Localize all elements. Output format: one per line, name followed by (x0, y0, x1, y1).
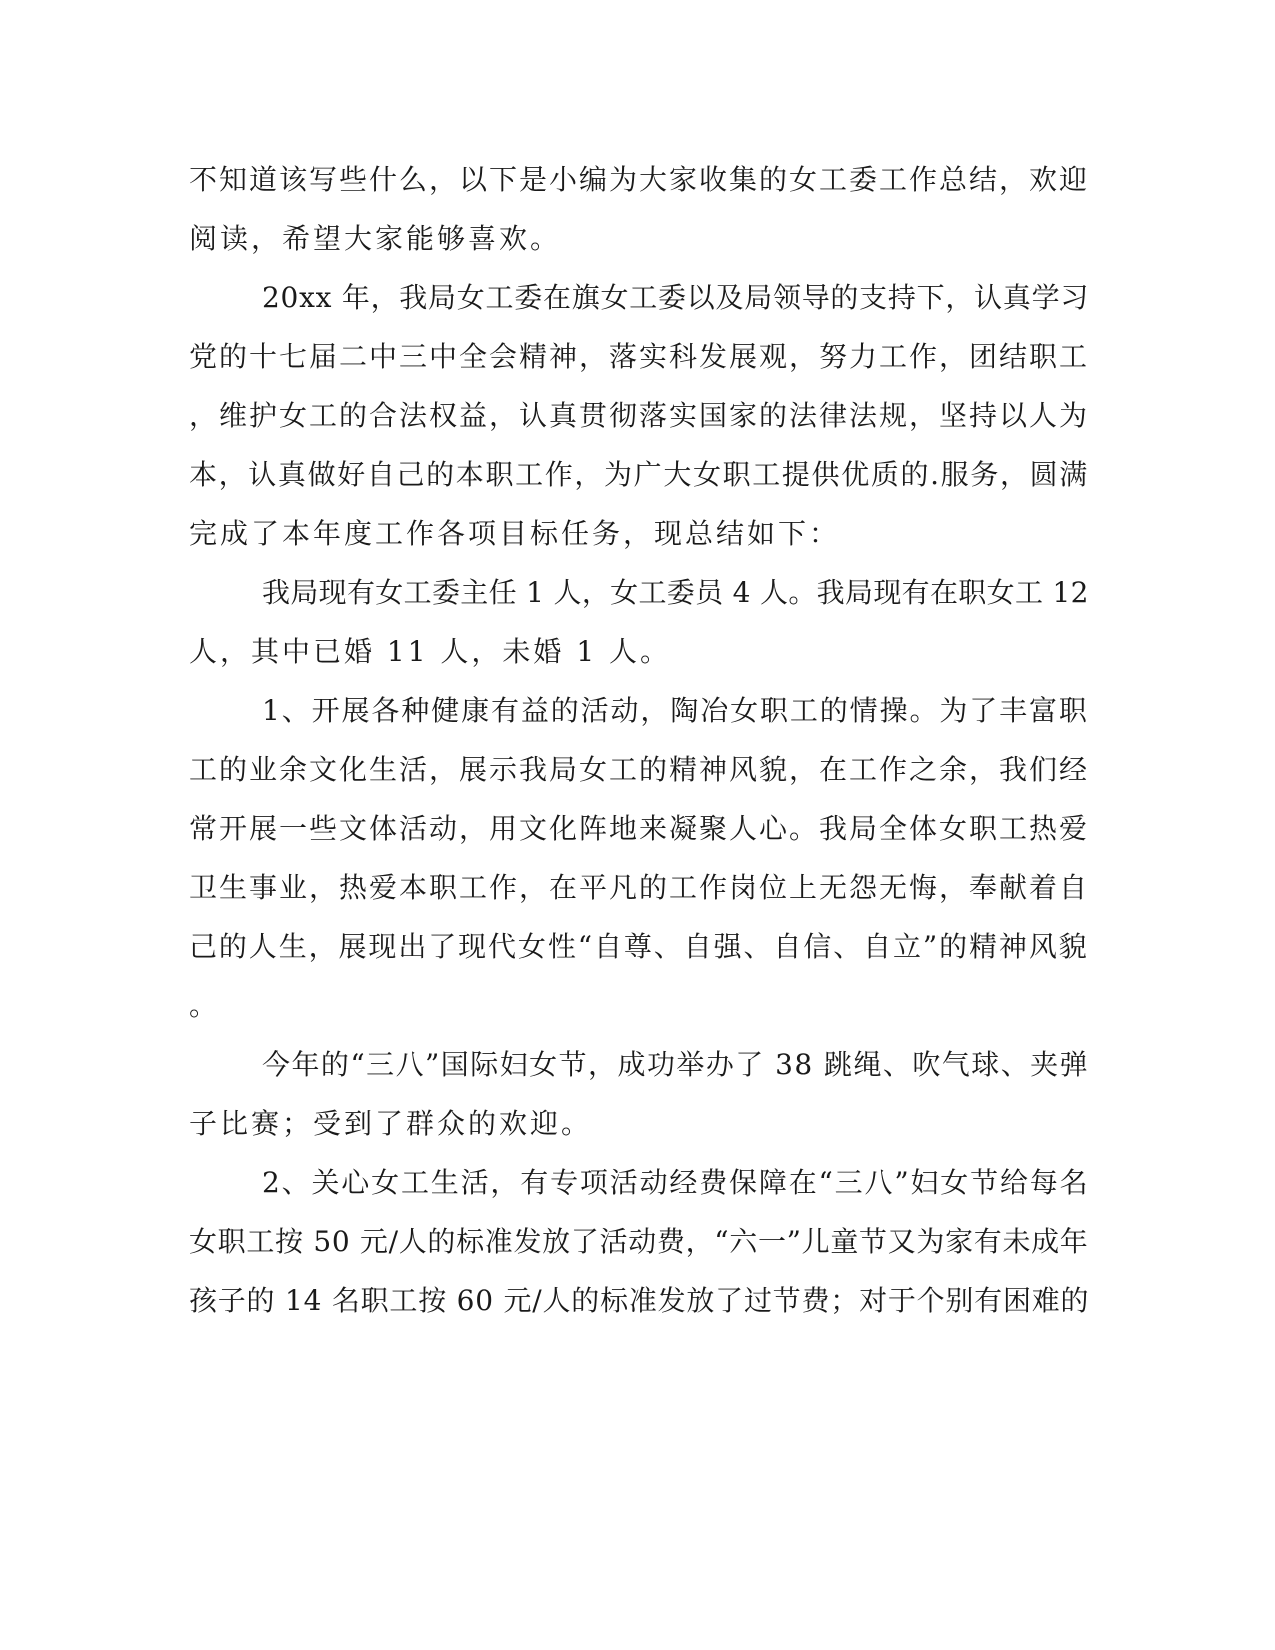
text-line: 党的十七届二中三中全会精神，落实科发展观，努力工作，团结职工 (189, 340, 1090, 373)
text-line: 常开展一些文体活动，用文化阵地来凝聚人心。我局全体女职工热爱 (189, 812, 1090, 845)
text-line: 完成了本年度工作各项目标任务，现总结如下： (189, 517, 841, 550)
text-line: 20xx 年，我局女工委在旗女工委以及局领导的支持下，认真学习 (262, 281, 1090, 314)
text-line: 今年的“三八”国际妇女节，成功举办了 38 跳绳、吹气球、夹弹 (262, 1048, 1090, 1081)
text-line: 本，认真做好自己的本职工作，为广大女职工提供优质的.服务，圆满 (189, 458, 1089, 491)
text-line: 子比赛；受到了群众的欢迎。 (189, 1107, 593, 1140)
text-line: ，维护女工的合法权益，认真贯彻落实国家的法律法规，坚持以人为 (189, 399, 1090, 432)
text-line: 。 (189, 989, 221, 1022)
text-line: 我局现有女工委主任 1 人，女工委员 4 人。我局现有在职女工 12 (262, 576, 1089, 609)
text-line: 人，其中已婚 11 人，未婚 1 人。 (189, 635, 672, 668)
text-line: 女职工按 50 元/人的标准发放了活动费，“六一”儿童节又为家有未成年 (189, 1225, 1089, 1258)
text-line: 己的人生，展现出了现代女性“自尊、自强、自信、自立”的精神风貌 (189, 930, 1089, 963)
text-line: 1、开展各种健康有益的活动，陶冶女职工的情操。为了丰富职 (262, 694, 1089, 727)
text-line: 卫生事业，热爱本职工作，在平凡的工作岗位上无怨无悔，奉献着自 (189, 871, 1090, 904)
text-line: 阅读，希望大家能够喜欢。 (189, 222, 562, 255)
text-line: 2、关心女工生活，有专项活动经费保障在“三八”妇女节给每名 (262, 1166, 1090, 1199)
text-line: 工的业余文化生活，展示我局女工的精神风貌，在工作之余，我们经 (189, 753, 1090, 786)
text-line: 孩子的 14 名职工按 60 元/人的标准发放了过节费；对于个别有困难的 (189, 1284, 1090, 1317)
text-line: 不知道该写些什么，以下是小编为大家收集的女工委工作总结，欢迎 (189, 163, 1090, 196)
